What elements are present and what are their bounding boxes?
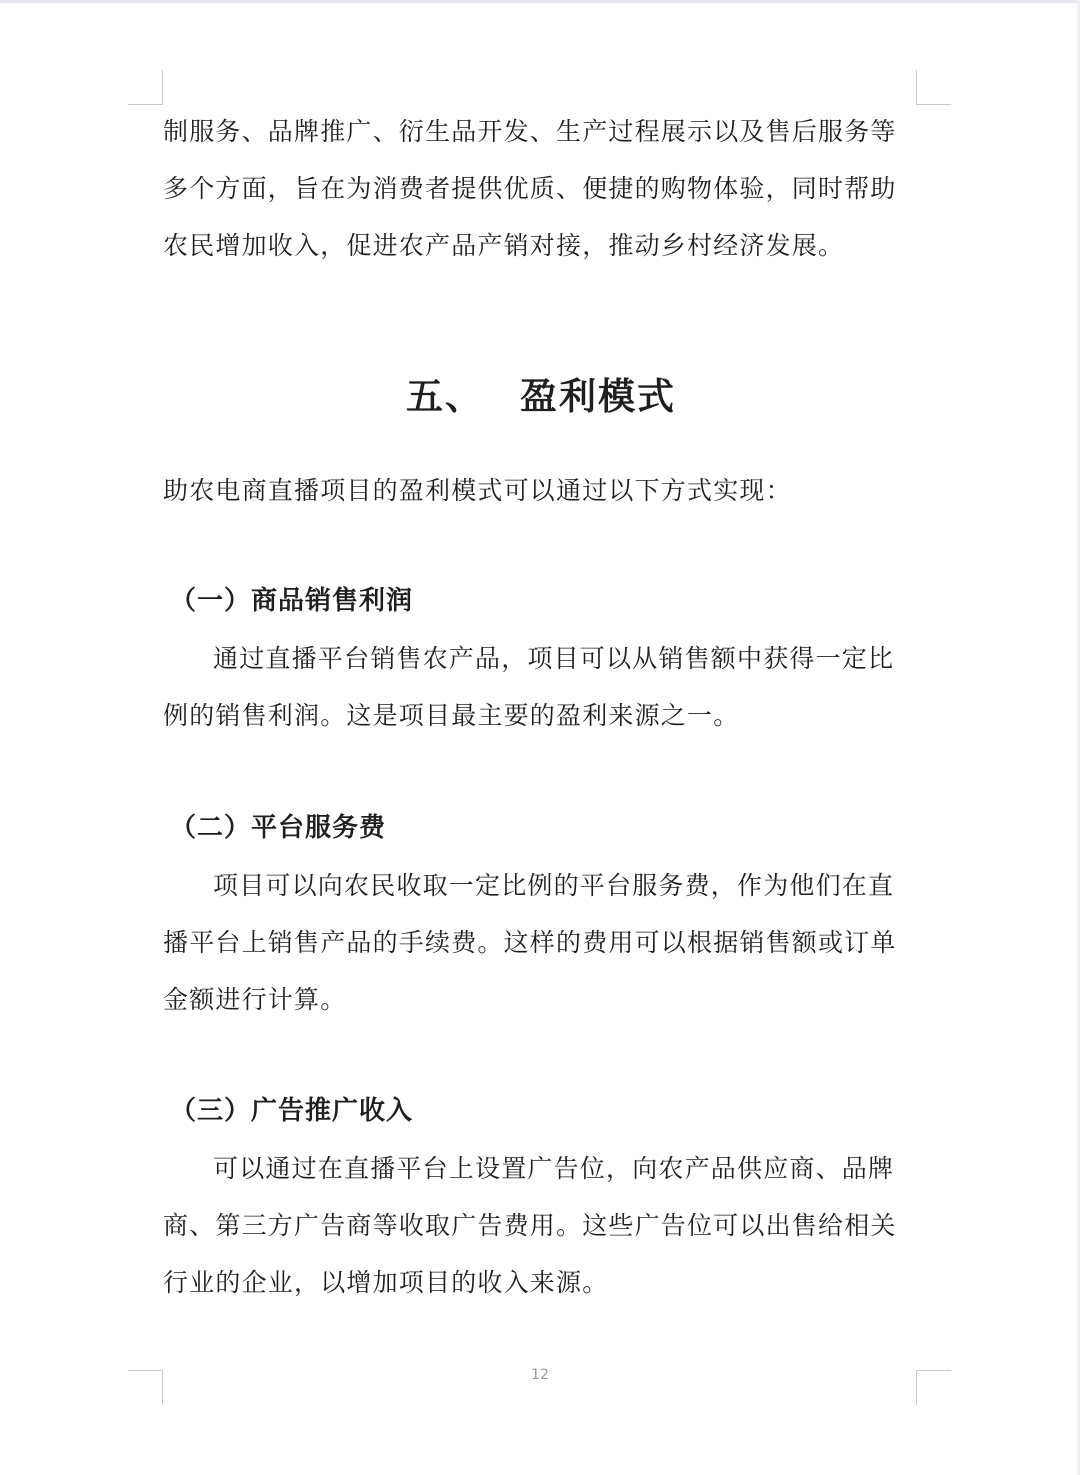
subsection-heading-2: （二）平台服务费 [170, 813, 387, 843]
subsection-body-3: 可以通过在直播平台上设置广告位，向农产品供应商、品牌商、第三方广告商等收取广告费用。这些广告位可以出售给相关行业的企业，以增加项目的收入来源。 [163, 1154, 897, 1297]
section-intro: 助农电商直播项目的盈利模式可以通过以下方式实现： [163, 476, 792, 505]
section-number: 五、 [406, 374, 484, 418]
subsection-heading-1: （一）商品销售利润 [170, 586, 414, 616]
crop-mark-top-left [128, 70, 163, 105]
subsection-body-1: 通过直播平台销售农产品，项目可以从销售额中获得一定比例的销售利润。这是项目最主要的盈利来源之一。 [163, 644, 895, 730]
crop-mark-top-right [916, 70, 951, 105]
section-title-text: 盈利模式 [520, 374, 676, 418]
page-number: 12 [531, 1367, 549, 1383]
subsection-body-2: 项目可以向农民收取一定比例的平台服务费，作为他们在直播平台上销售产品的手续费。这样的费用可以根据销售额或订单金额进行计算。 [163, 871, 897, 1014]
top-border [0, 0, 1080, 3]
subsection-heading-3: （三）广告推广收入 [170, 1096, 414, 1126]
crop-mark-bottom-left [128, 1370, 163, 1405]
crop-mark-bottom-right [916, 1370, 951, 1405]
continued-paragraph: 制服务、品牌推广、衍生品开发、生产过程展示以及售后服务等多个方面，旨在为消费者提供优质、便捷的购物体验，同时帮助农民增加收入，促进农产品产销对接，推动乡村经济发展。 [163, 117, 897, 260]
section-title [163, 368, 919, 424]
